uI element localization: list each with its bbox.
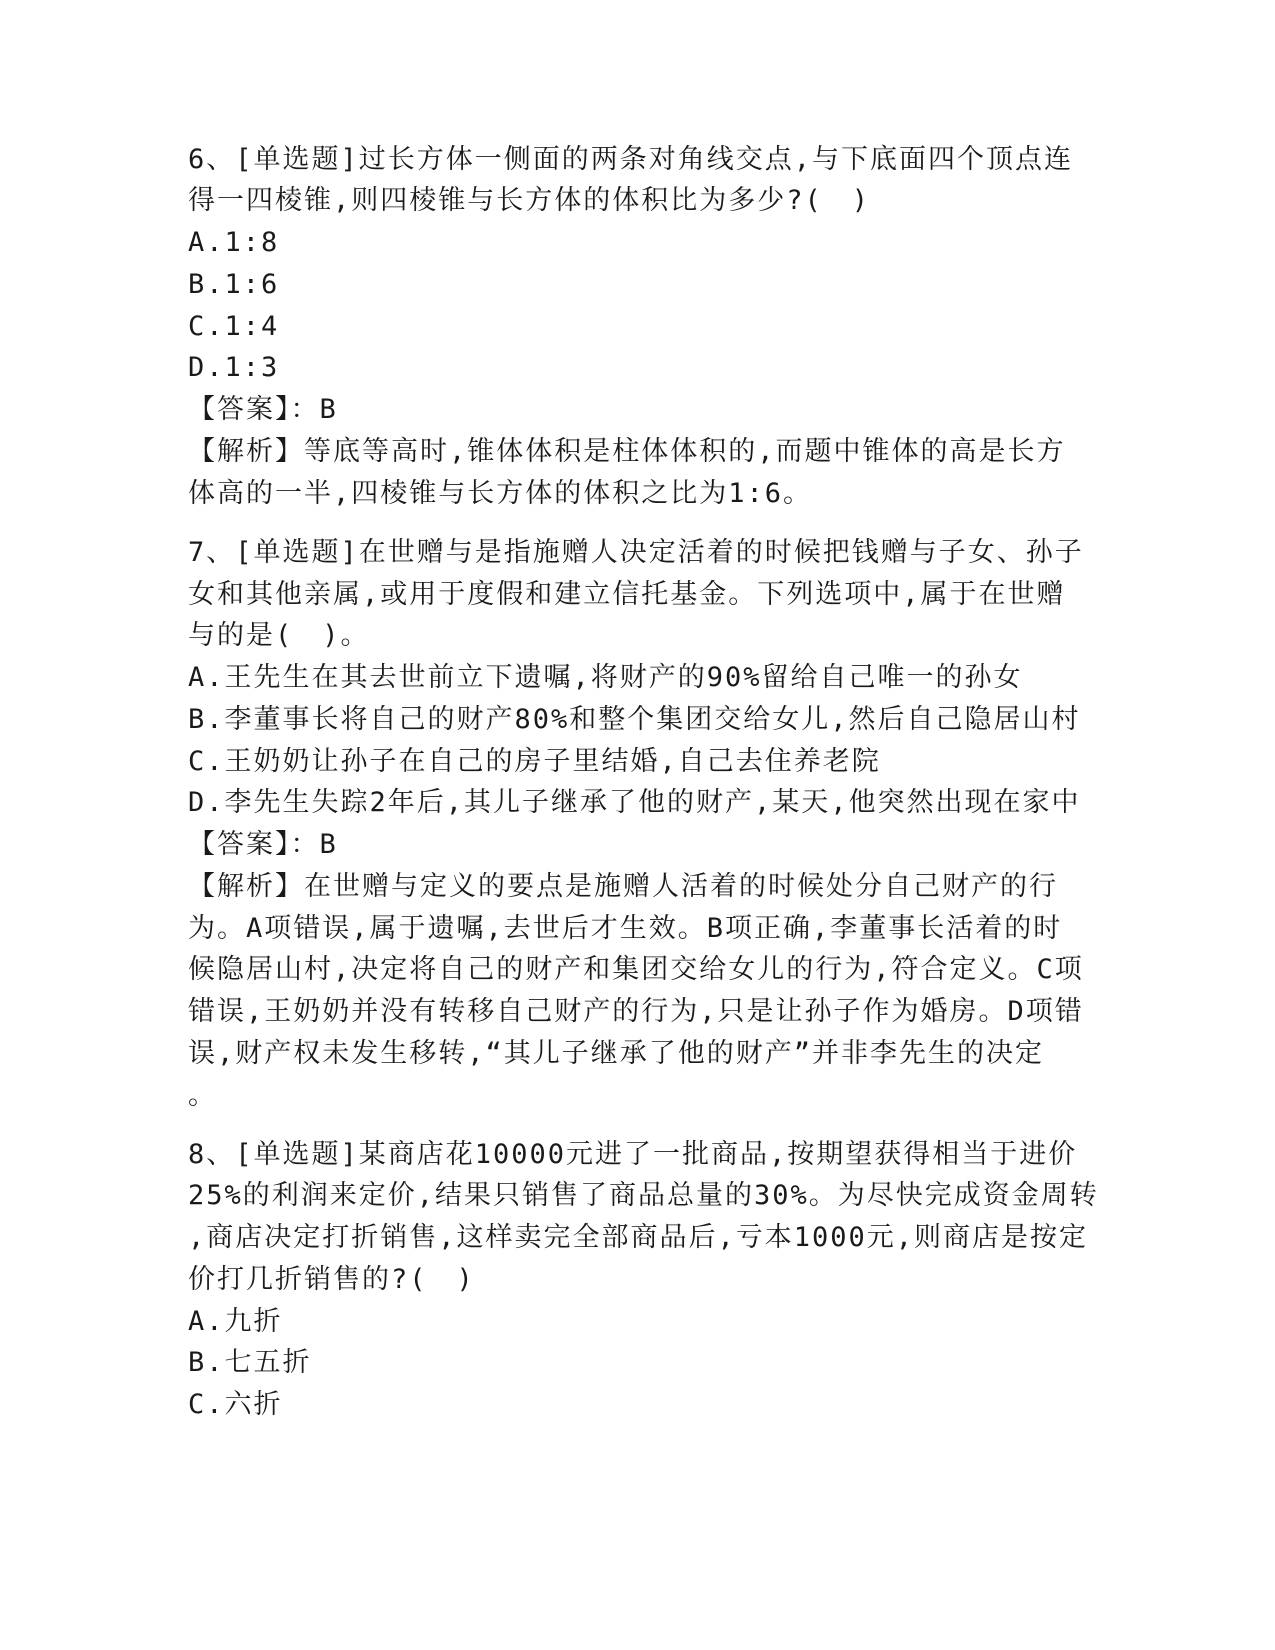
analysis-line: 候隐居山村,决定将自己的财产和集团交给女儿的行为,符合定义。C项: [188, 954, 1084, 985]
option-d: D.1:3: [188, 352, 280, 383]
analysis-line: 【解析】等底等高时,锥体体积是柱体体积的,而题中锥体的高是长方: [188, 436, 1066, 467]
question-stem-line: ,商店决定打折销售,这样卖完全部商品后,亏本1000元,则商店是按定: [188, 1222, 1089, 1253]
answer: 【答案】：B: [188, 394, 338, 425]
answer: 【答案】：B: [188, 829, 338, 860]
question-stem-line: 得一四棱锥,则四棱锥与长方体的体积比为多少?( ): [188, 185, 871, 216]
question-stem-line: 8、[单选题]某商店花10000元进了一批商品,按期望获得相当于进价: [188, 1139, 1078, 1170]
question-stem-line: 7、[单选题]在世赠与是指施赠人决定活着的时候把钱赠与子女、孙子: [188, 537, 1084, 568]
option-b: B.七五折: [188, 1347, 312, 1378]
analysis-line: 。: [188, 1080, 217, 1111]
option-b: B.1:6: [188, 269, 280, 300]
question-stem-line: 与的是( )。: [188, 620, 370, 651]
analysis-line: 错误,王奶奶并没有转移自己财产的行为,只是让孙子作为婚房。D项错: [188, 996, 1084, 1027]
question-stem-line: 女和其他亲属,或用于度假和建立信托基金。下列选项中,属于在世赠: [188, 579, 1066, 610]
analysis-line: 为。A项错误,属于遗嘱,去世后才生效。B项正确,李董事长活着的时: [188, 913, 1063, 944]
analysis-line: 【解析】在世赠与定义的要点是施赠人活着的时候处分自己财产的行: [188, 871, 1058, 902]
option-d: D.李先生失踪2年后,其儿子继承了他的财产,某天,他突然出现在家中: [188, 787, 1081, 818]
analysis-line: 误,财产权未发生移转,“其儿子继承了他的财产”并非李先生的决定: [188, 1038, 1045, 1069]
option-a: A.九折: [188, 1306, 283, 1337]
option-c: C.王奶奶让孙子在自己的房子里结婚,自己去住养老院: [188, 746, 881, 777]
option-c: C.1:4: [188, 311, 280, 342]
analysis-line: 体高的一半,四棱锥与长方体的体积之比为1:6。: [188, 478, 813, 509]
option-b: B.李董事长将自己的财产80%和整个集团交给女儿,然后自己隐居山村: [188, 704, 1081, 735]
question-stem-line: 价打几折销售的?( ): [188, 1264, 475, 1295]
option-c: C.六折: [188, 1389, 283, 1420]
option-a: A.王先生在其去世前立下遗嘱,将财产的90%留给自己唯一的孙女: [188, 662, 1023, 693]
question-stem-line: 6、[单选题]过长方体一侧面的两条对角线交点,与下底面四个顶点连: [188, 144, 1074, 175]
question-stem-line: 25%的利润来定价,结果只销售了商品总量的30%。为尽快完成资金周转: [188, 1180, 1099, 1211]
option-a: A.1:8: [188, 227, 280, 258]
